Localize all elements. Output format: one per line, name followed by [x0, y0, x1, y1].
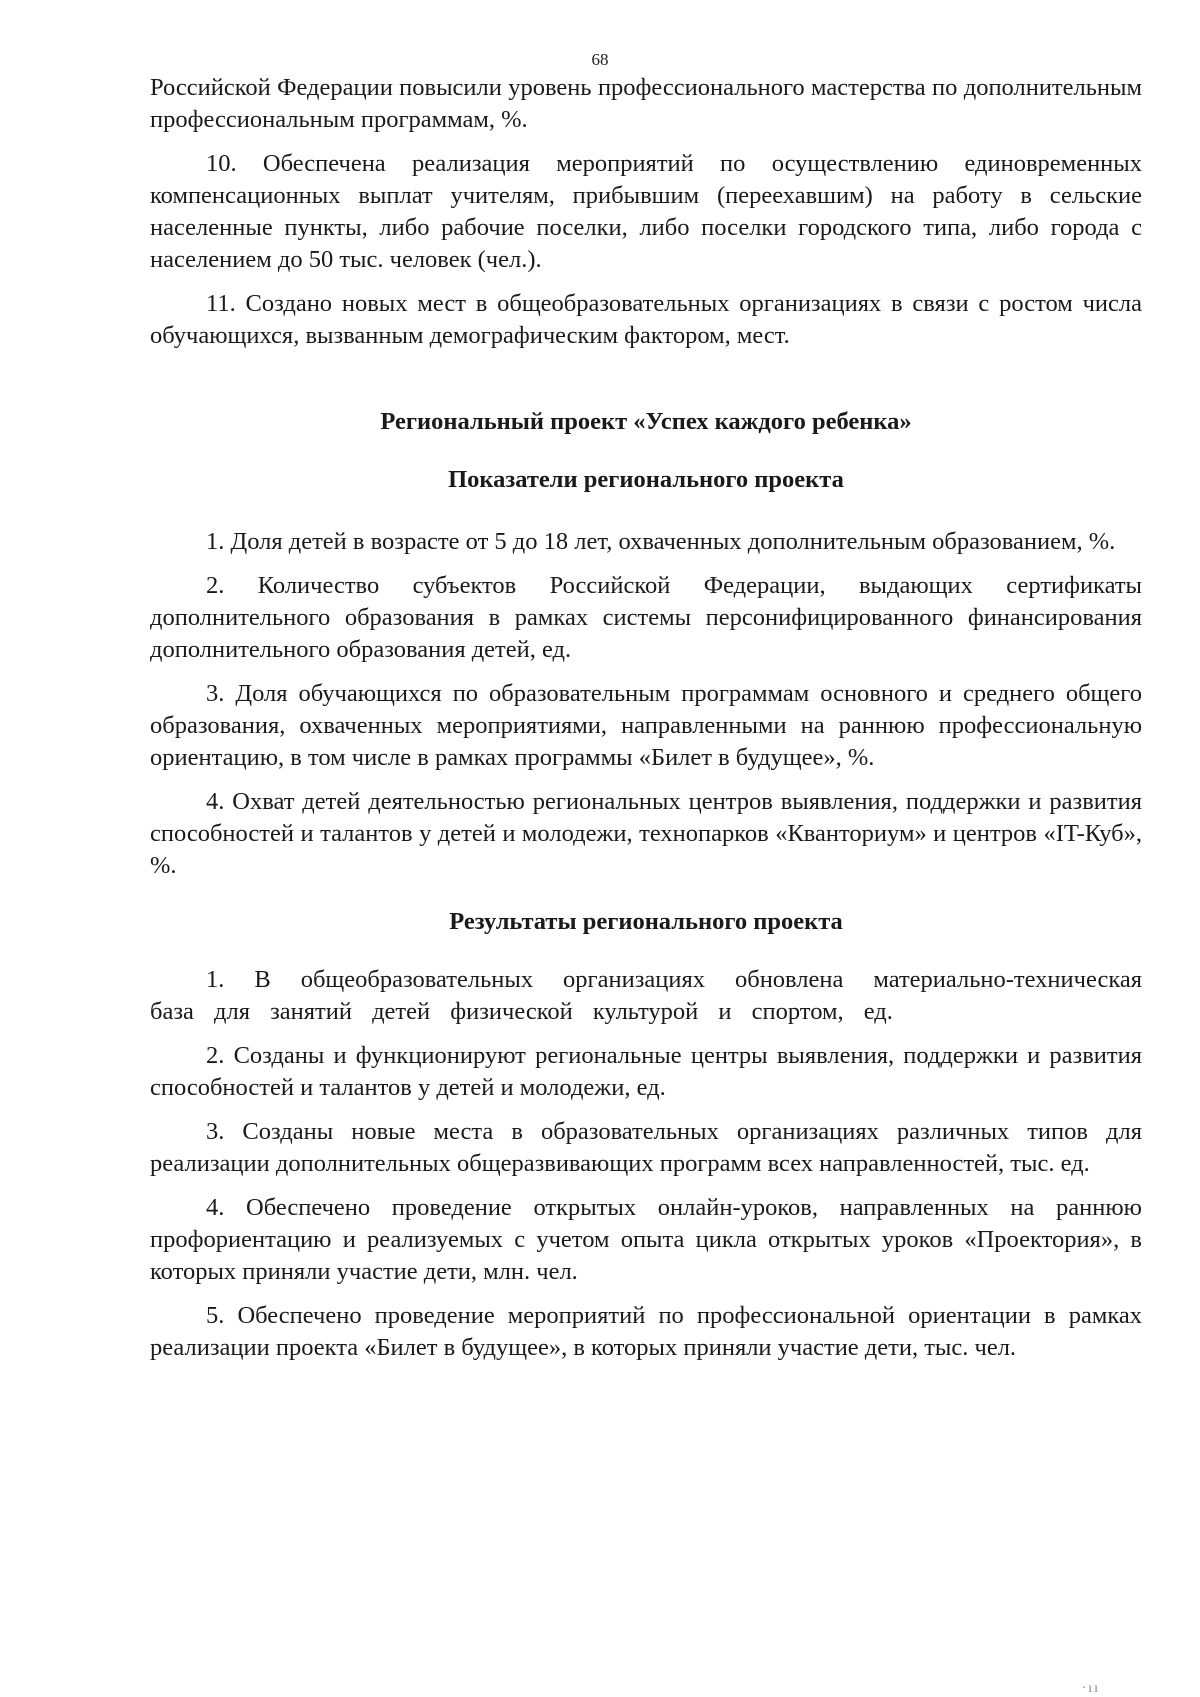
result-item-5: 5. Обеспечено проведение мероприятий по профессиональной ориентации в рамках реализации проекта «Билет в будущее», в которых приняли участие дети, тыс. чел. — [150, 1302, 1142, 1361]
indicator-item-2: 2. Количество субъектов Российской Федерации, выдающих сертификаты дополнительного образования в рамках системы персонифицированного финансирования дополнительного образования детей, ед. — [150, 572, 1142, 663]
page-content — [150, 72, 1142, 1376]
indicator-item-1: 1. Доля детей в возрасте от 5 до 18 лет, охваченных дополнительным образованием, %. — [206, 528, 1116, 555]
indicator-item-3: 3. Доля обучающихся по образовательным программам основного и среднего общего образования, охваченных мероприятиями, направленными на раннюю профессиональную ориентацию, в том числе в рамках программы «Билет в будущее», %. — [150, 680, 1142, 771]
result-item-1: 1. В общеобразовательных организациях обновлена материально-техническая база для занятий детей физической культурой и спортом, ед. — [150, 966, 1142, 1025]
scan-edge-mark: ·ıı — [1081, 1681, 1100, 1696]
continuation-paragraph: Российской Федерации повысили уровень профессионального мастерства по дополнительным профессиональным программам, %. — [150, 74, 1142, 133]
result-item-3: 3. Созданы новые места в образовательных организациях различных типов для реализации дополнительных общеразвивающих программ всех направленностей, тыс. ед. — [150, 1118, 1142, 1177]
prev-item-10: 10. Обеспечена реализация мероприятий по осуществлению единовременных компенсационных выплат учителям, прибывшим (переехавшим) на работу в сельские населенные пункты, либо рабочие поселки, либо поселки городского типа, либо города с населением до 50 тыс. человек (чел.). — [150, 150, 1142, 273]
prev-item-11: 11. Создано новых мест в общеобразовательных организациях в связи с ростом числа обучающихся, вызванным демографическим фактором, мест. — [150, 290, 1142, 349]
results-heading: Результаты регионального проекта — [449, 908, 843, 935]
project-title: Региональный проект «Успех каждого ребенка» — [380, 408, 912, 435]
result-item-2: 2. Созданы и функционируют региональные центры выявления, поддержки и развития способностей и талантов у детей и молодежи, ед. — [150, 1042, 1142, 1101]
result-item-4: 4. Обеспечено проведение открытых онлайн-уроков, направленных на раннюю профориентацию и реализуемых с учетом опыта цикла открытых уроков «Проектория», в которых приняли участие дети, млн. чел. — [150, 1194, 1142, 1285]
page-number: 68 — [591, 50, 609, 69]
indicators-heading: Показатели регионального проекта — [448, 466, 844, 493]
indicator-item-4: 4. Охват детей деятельностью региональных центров выявления, поддержки и развития способностей и талантов у детей и молодежи, технопарков «Кванториум» и центров «IT-Куб», %. — [150, 788, 1142, 879]
